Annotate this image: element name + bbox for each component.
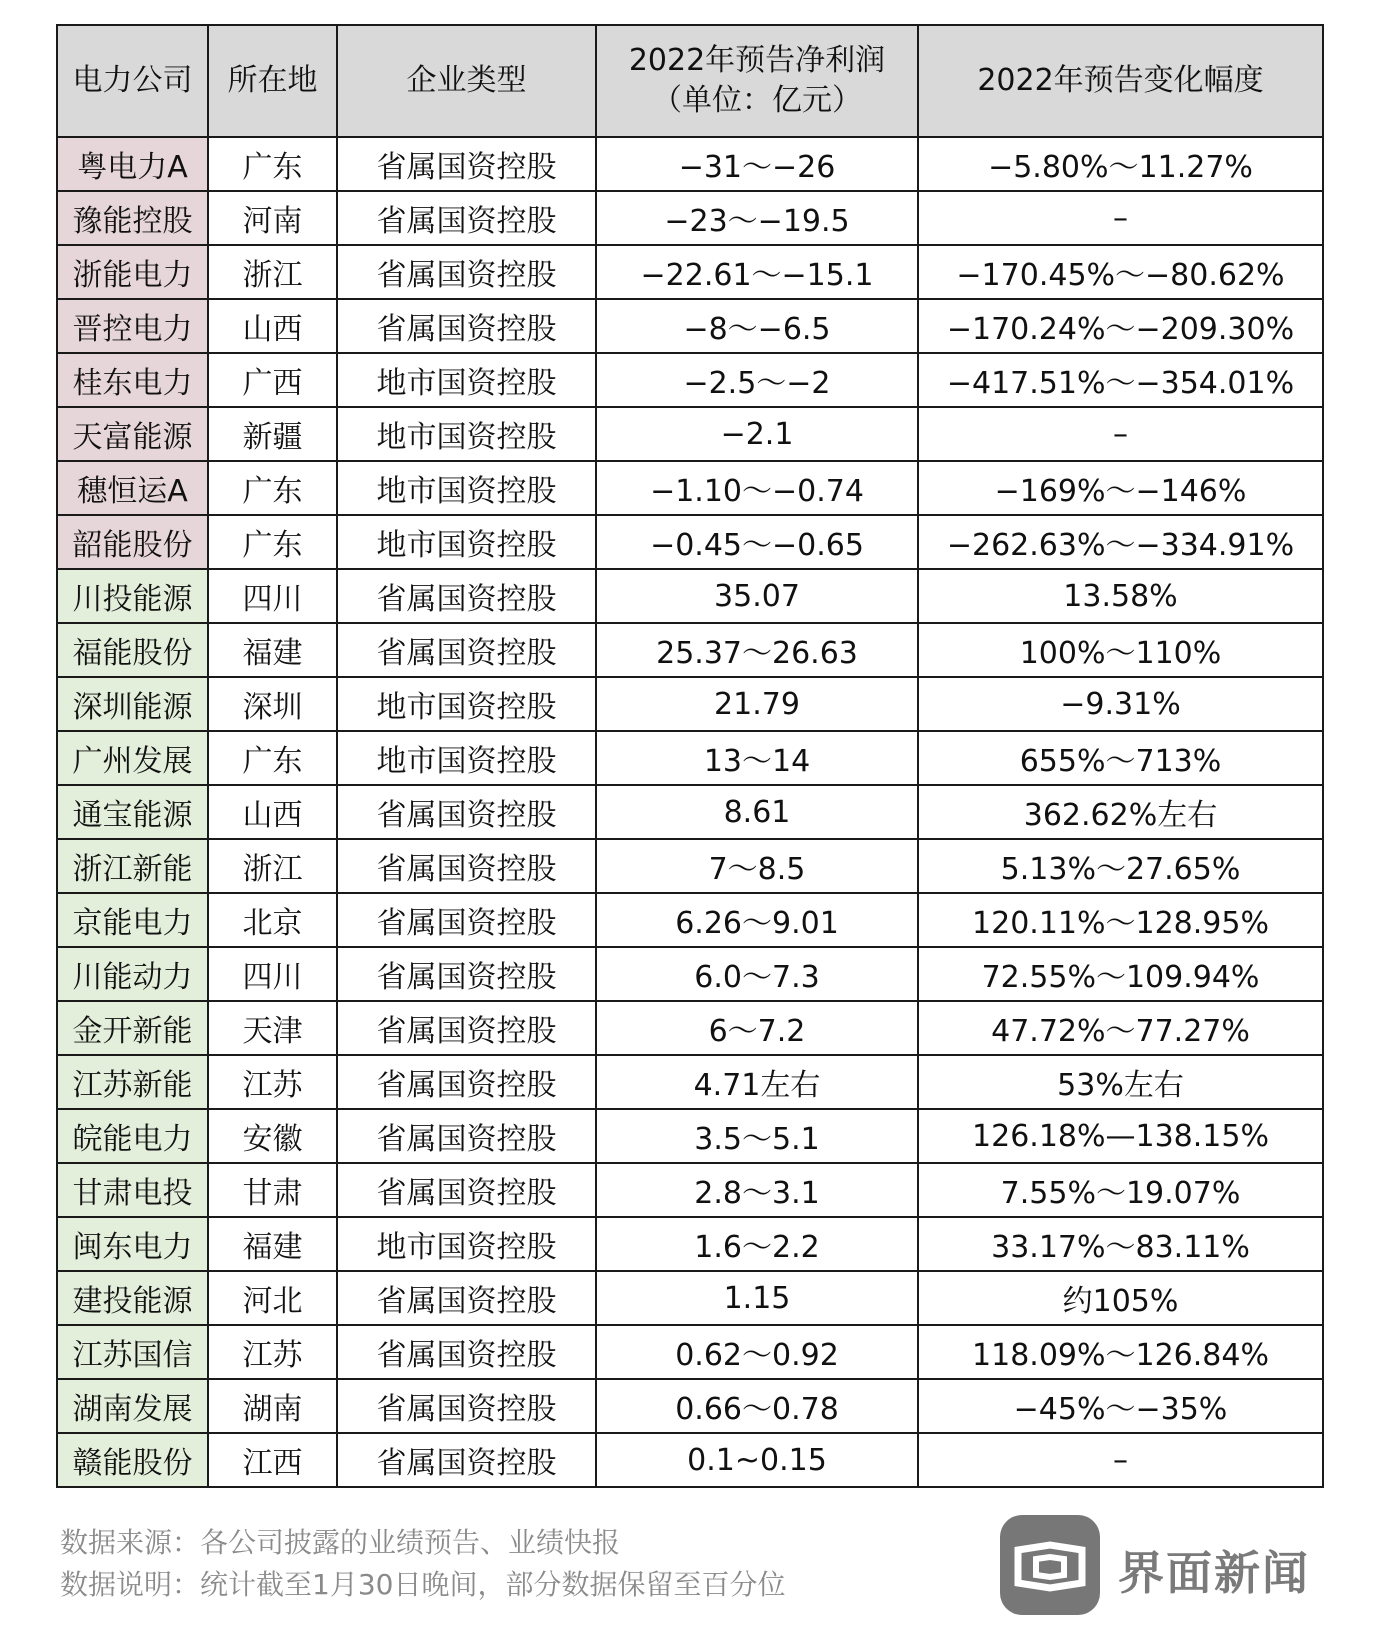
cell-change: −5.80%～11.27% [918, 137, 1323, 191]
cell-type: 地市国资控股 [337, 461, 596, 515]
cell-change: 120.11%～128.95% [918, 893, 1323, 947]
cell-company: 桂东电力 [57, 353, 208, 407]
cell-profit: 6～7.2 [596, 1001, 918, 1055]
cell-change: 362.62%左右 [918, 785, 1323, 839]
table-row [57, 731, 1323, 785]
cell-company: 晋控电力 [57, 299, 208, 353]
cell-change: 7.55%～19.07% [918, 1163, 1323, 1217]
table-row [57, 785, 1323, 839]
cell-profit: −1.10～−0.74 [596, 461, 918, 515]
cell-change: 655%～713% [918, 731, 1323, 785]
cell-change: 约105% [918, 1271, 1323, 1325]
cell-change: −417.51%～−354.01% [918, 353, 1323, 407]
table-row [57, 569, 1323, 623]
cell-profit: −23～−19.5 [596, 191, 918, 245]
table-row [57, 1325, 1323, 1379]
cell-type: 省属国资控股 [337, 623, 596, 677]
table-row [57, 677, 1323, 731]
cell-company: 湖南发展 [57, 1379, 208, 1433]
table-row [57, 947, 1323, 1001]
cell-type: 地市国资控股 [337, 515, 596, 569]
cell-company: 福能股份 [57, 623, 208, 677]
cell-change: 5.13%～27.65% [918, 839, 1323, 893]
cell-company: 江苏国信 [57, 1325, 208, 1379]
cell-change: −9.31% [918, 677, 1323, 731]
table-row [57, 1271, 1323, 1325]
cell-company: 皖能电力 [57, 1109, 208, 1163]
header-type: 企业类型 [337, 25, 596, 137]
cell-change: −45%～−35% [918, 1379, 1323, 1433]
cell-profit: 7～8.5 [596, 839, 918, 893]
table-row [57, 299, 1323, 353]
cell-company: 甘肃电投 [57, 1163, 208, 1217]
cell-location: 四川 [208, 947, 337, 1001]
table-body [57, 137, 1323, 1487]
cell-change: 33.17%～83.11% [918, 1217, 1323, 1271]
cell-change: −169%～−146% [918, 461, 1323, 515]
cell-profit: 21.79 [596, 677, 918, 731]
cell-type: 省属国资控股 [337, 1325, 596, 1379]
table-row [57, 1379, 1323, 1433]
cell-change: 118.09%～126.84% [918, 1325, 1323, 1379]
cell-company: 川能动力 [57, 947, 208, 1001]
table-row [57, 839, 1323, 893]
cell-location: 福建 [208, 623, 337, 677]
cell-profit: 6.26～9.01 [596, 893, 918, 947]
table-row [57, 623, 1323, 677]
publisher-logo [1000, 1515, 1330, 1623]
footer-note: 数据说明：统计截至1月30日晚间，部分数据保留至百分位 [60, 1568, 786, 1601]
cell-profit: 35.07 [596, 569, 918, 623]
cell-change: −170.24%～−209.30% [918, 299, 1323, 353]
header-profit: 2022年预告净利润 （单位：亿元） [596, 25, 918, 137]
cell-location: 浙江 [208, 839, 337, 893]
cell-type: 地市国资控股 [337, 1217, 596, 1271]
cell-type: 省属国资控股 [337, 191, 596, 245]
cell-location: 四川 [208, 569, 337, 623]
cell-location: 天津 [208, 1001, 337, 1055]
cell-profit: −8～−6.5 [596, 299, 918, 353]
cell-change: 47.72%～77.27% [918, 1001, 1323, 1055]
cell-location: 广东 [208, 731, 337, 785]
cell-profit: −31～−26 [596, 137, 918, 191]
cell-profit: 3.5～5.1 [596, 1109, 918, 1163]
cell-location: 广东 [208, 137, 337, 191]
cell-location: 江苏 [208, 1325, 337, 1379]
cell-company: 赣能股份 [57, 1433, 208, 1487]
table-header-row [57, 25, 1323, 137]
cell-type: 地市国资控股 [337, 677, 596, 731]
cell-location: 山西 [208, 785, 337, 839]
cell-type: 省属国资控股 [337, 1271, 596, 1325]
cell-profit: 1.15 [596, 1271, 918, 1325]
cell-change: 13.58% [918, 569, 1323, 623]
header-company: 电力公司 [57, 25, 208, 137]
cell-company: 江苏新能 [57, 1055, 208, 1109]
table-row [57, 1055, 1323, 1109]
cell-company: 天富能源 [57, 407, 208, 461]
cell-change: 72.55%～109.94% [918, 947, 1323, 1001]
cell-location: 河北 [208, 1271, 337, 1325]
cell-location: 山西 [208, 299, 337, 353]
cell-type: 省属国资控股 [337, 785, 596, 839]
cell-location: 甘肃 [208, 1163, 337, 1217]
cell-change: – [918, 1433, 1323, 1487]
profit-forecast-table [56, 24, 1324, 1488]
cell-type: 省属国资控股 [337, 1109, 596, 1163]
cell-change: – [918, 407, 1323, 461]
footer-source: 数据来源：各公司披露的业绩预告、业绩快报 [60, 1526, 621, 1559]
cell-company: 建投能源 [57, 1271, 208, 1325]
jiemian-logo-icon [1000, 1515, 1100, 1615]
cell-type: 省属国资控股 [337, 893, 596, 947]
table-row [57, 1109, 1323, 1163]
cell-company: 浙江新能 [57, 839, 208, 893]
cell-type: 地市国资控股 [337, 731, 596, 785]
table-row [57, 461, 1323, 515]
cell-location: 湖南 [208, 1379, 337, 1433]
cell-profit: 4.71左右 [596, 1055, 918, 1109]
cell-type: 省属国资控股 [337, 1163, 596, 1217]
logo-text: 界面新闻 [1118, 1546, 1310, 1600]
cell-type: 省属国资控股 [337, 1055, 596, 1109]
cell-location: 河南 [208, 191, 337, 245]
cell-location: 安徽 [208, 1109, 337, 1163]
cell-type: 省属国资控股 [337, 299, 596, 353]
cell-type: 地市国资控股 [337, 407, 596, 461]
cell-profit: 8.61 [596, 785, 918, 839]
cell-location: 浙江 [208, 245, 337, 299]
cell-profit: −2.1 [596, 407, 918, 461]
cell-type: 省属国资控股 [337, 947, 596, 1001]
cell-type: 省属国资控股 [337, 569, 596, 623]
cell-company: 深圳能源 [57, 677, 208, 731]
cell-location: 新疆 [208, 407, 337, 461]
cell-type: 省属国资控股 [337, 245, 596, 299]
table-row [57, 1163, 1323, 1217]
cell-change: −262.63%～−334.91% [918, 515, 1323, 569]
cell-profit: −22.61～−15.1 [596, 245, 918, 299]
cell-company: 闽东电力 [57, 1217, 208, 1271]
cell-company: 通宝能源 [57, 785, 208, 839]
cell-profit: 0.66～0.78 [596, 1379, 918, 1433]
cell-location: 广东 [208, 515, 337, 569]
cell-change: −170.45%～−80.62% [918, 245, 1323, 299]
forecast-table-container [56, 24, 1324, 1488]
cell-profit: 2.8～3.1 [596, 1163, 918, 1217]
cell-company: 粤电力A [57, 137, 208, 191]
cell-company: 韶能股份 [57, 515, 208, 569]
header-change: 2022年预告变化幅度 [918, 25, 1323, 137]
cell-change: 126.18%—138.15% [918, 1109, 1323, 1163]
table-row [57, 1217, 1323, 1271]
cell-location: 广东 [208, 461, 337, 515]
table-row [57, 893, 1323, 947]
table-row [57, 407, 1323, 461]
table-row [57, 515, 1323, 569]
cell-type: 省属国资控股 [337, 1001, 596, 1055]
cell-location: 北京 [208, 893, 337, 947]
table-row [57, 1001, 1323, 1055]
table-row [57, 353, 1323, 407]
footer-notes [60, 1522, 785, 1606]
cell-company: 广州发展 [57, 731, 208, 785]
cell-profit: 25.37～26.63 [596, 623, 918, 677]
cell-profit: 1.6～2.2 [596, 1217, 918, 1271]
cell-type: 省属国资控股 [337, 1433, 596, 1487]
cell-type: 地市国资控股 [337, 353, 596, 407]
cell-location: 福建 [208, 1217, 337, 1271]
cell-company: 豫能控股 [57, 191, 208, 245]
cell-company: 川投能源 [57, 569, 208, 623]
table-row [57, 1433, 1323, 1487]
cell-profit: −2.5～−2 [596, 353, 918, 407]
cell-type: 省属国资控股 [337, 137, 596, 191]
cell-profit: 13～14 [596, 731, 918, 785]
cell-profit: 0.1~0.15 [596, 1433, 918, 1487]
table-row [57, 191, 1323, 245]
cell-location: 深圳 [208, 677, 337, 731]
cell-location: 广西 [208, 353, 337, 407]
cell-location: 江西 [208, 1433, 337, 1487]
cell-change: 53%左右 [918, 1055, 1323, 1109]
cell-change: – [918, 191, 1323, 245]
cell-type: 省属国资控股 [337, 839, 596, 893]
table-row [57, 137, 1323, 191]
cell-company: 穗恒运A [57, 461, 208, 515]
cell-company: 浙能电力 [57, 245, 208, 299]
cell-company: 金开新能 [57, 1001, 208, 1055]
cell-type: 省属国资控股 [337, 1379, 596, 1433]
cell-profit: 0.62～0.92 [596, 1325, 918, 1379]
cell-location: 江苏 [208, 1055, 337, 1109]
cell-profit: −0.45～−0.65 [596, 515, 918, 569]
cell-profit: 6.0～7.3 [596, 947, 918, 1001]
header-location: 所在地 [208, 25, 337, 137]
cell-change: 100%～110% [918, 623, 1323, 677]
cell-company: 京能电力 [57, 893, 208, 947]
table-row [57, 245, 1323, 299]
